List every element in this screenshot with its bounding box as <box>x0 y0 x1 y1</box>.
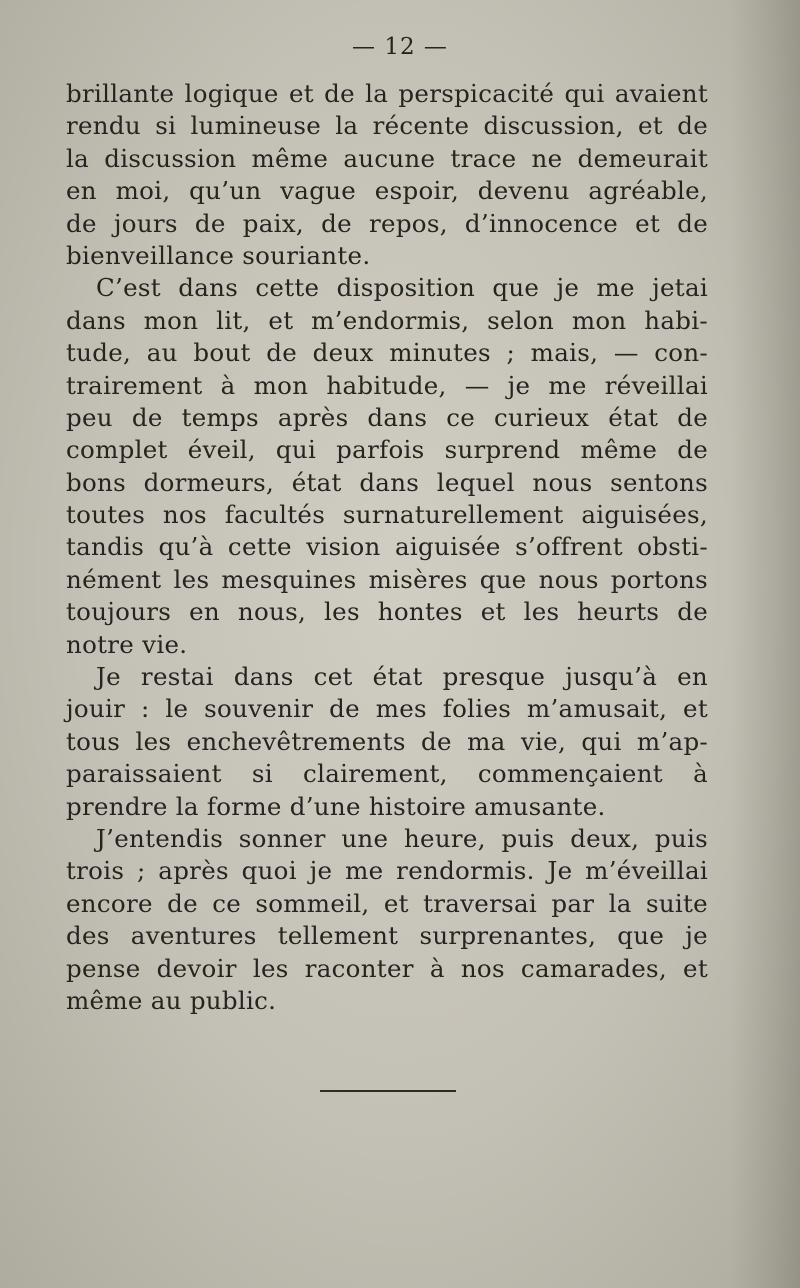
paragraph <box>66 272 708 661</box>
text-line: même au public. <box>66 985 277 1015</box>
text-line: notre vie. <box>66 629 188 659</box>
text-line: nément les mesquines misères que nous portons <box>66 564 708 594</box>
text-line: peu de temps après dans ce curieux état de <box>66 402 708 432</box>
text-line: la discussion même aucune trace ne demeurait <box>66 143 708 173</box>
text-line: tude, au bout de deux minutes ; mais, — con- <box>66 338 708 368</box>
text-line: encore de ce sommeil, et traversai par la suite <box>66 888 708 918</box>
text-line: dans mon lit, et m’endormis, selon mon habi- <box>66 305 708 335</box>
paragraph <box>66 78 708 272</box>
text-line: trois ; après quoi je me rendormis. Je m’éveillai <box>66 856 708 886</box>
body-text <box>66 78 708 1017</box>
page-edge-shadow <box>730 0 800 1288</box>
text-line: paraissaient si clairement, commençaient à <box>66 759 708 789</box>
text-line: toujours en nous, les hontes et les heurts de <box>66 597 708 627</box>
text-line: prendre la forme d’une histoire amusante. <box>66 791 606 821</box>
text-line: toutes nos facultés surnaturellement aiguisées, <box>66 500 708 530</box>
text-line: Je restai dans cet état presque jusqu’à en <box>96 662 708 692</box>
text-line: bienveillance souriante. <box>66 240 371 270</box>
paragraph <box>66 823 708 1017</box>
text-line: pense devoir les raconter à nos camarades, et <box>66 953 708 983</box>
text-line: bons dormeurs, état dans lequel nous sentons <box>66 467 708 497</box>
text-line: des aventures tellement surprenantes, que je <box>66 921 708 951</box>
text-line: C’est dans cette disposition que je me jetai <box>96 273 708 303</box>
page-number: — 12 — <box>352 34 448 60</box>
text-line: rendu si lumineuse la récente discussion, et de <box>66 111 708 141</box>
text-line: J’entendis sonner une heure, puis deux, puis <box>96 823 708 853</box>
text-line: jouir : le souvenir de mes folies m’amusait, et <box>66 694 708 724</box>
paragraph <box>66 661 708 823</box>
text-line: tandis qu’à cette vision aiguisée s’offrent obsti- <box>66 532 708 562</box>
text-line: en moi, qu’un vague espoir, devenu agréable, <box>66 176 708 206</box>
text-line: complet éveil, qui parfois surprend même de <box>66 435 708 465</box>
text-line: tous les enchevêtrements de ma vie, qui m’ap- <box>66 726 708 756</box>
section-divider <box>320 1090 456 1092</box>
text-line: trairement à mon habitude, — je me réveillai <box>66 370 708 400</box>
text-line: de jours de paix, de repos, d’innocence et de <box>66 208 708 238</box>
text-line: brillante logique et de la perspicacité qui avaient <box>66 79 708 108</box>
